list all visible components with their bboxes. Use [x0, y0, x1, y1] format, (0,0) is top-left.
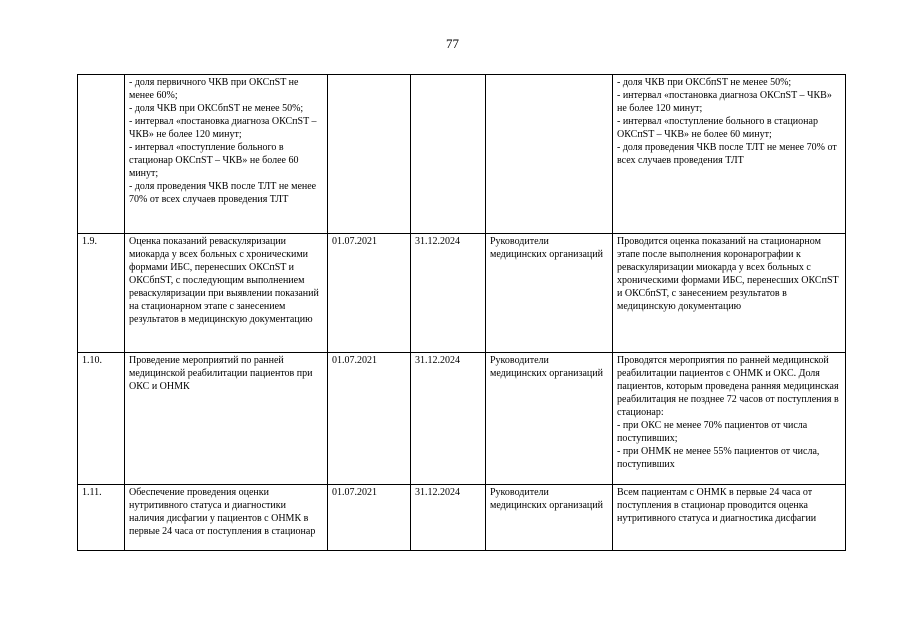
end-date-cell — [411, 75, 486, 234]
result-cell: Проводятся мероприятия по ранней медицинской реабилитации пациентов с ОНМК и ОКС. Доля пациентов, которым проведена ранняя медицинская реабилитация не позднее 72 часов от поступления в стационар: - при ОКС не менее 70% пациентов от числа поступивших; - при ОНМК не менее 55% пациентов от числа, поступивших — [613, 353, 846, 485]
end-date-cell: 31.12.2024 — [411, 234, 486, 353]
end-date-cell: 31.12.2024 — [411, 353, 486, 485]
measure-name-cell: - доля первичного ЧКВ при ОКСпST не менее 60%; - доля ЧКВ при ОКСбпST не менее 50%; - интервал «постановка диагноза ОКСпST – ЧКВ» не более 120 минут; - интервал «поступление больного в стационар ОКСпST – ЧКВ» не более 60 минут; - доля проведения ЧКВ после ТЛТ не менее 70% от всех случаев проведения ТЛТ — [125, 75, 328, 234]
row-number-cell: 1.9. — [78, 234, 125, 353]
start-date-cell — [328, 75, 411, 234]
start-date-cell: 01.07.2021 — [328, 234, 411, 353]
result-cell: Всем пациентам с ОНМК в первые 24 часа от поступления в стационар проводится оценка нутритивного статуса и диагностика дисфагии — [613, 485, 846, 551]
measure-name-cell: Оценка показаний реваскуляризации миокарда у всех больных с хроническими формами ИБС, перенесших ОКСпST и ОКСбпST, с последующим выполнением реваскуляризации при выявлении показаний на стационарном этапе с занесением результатов в медицинскую документацию — [125, 234, 328, 353]
start-date-cell: 01.07.2021 — [328, 353, 411, 485]
measure-name-cell: Проведение мероприятий по ранней медицинской реабилитации пациентов при ОКС и ОНМК — [125, 353, 328, 485]
row-number-cell — [78, 75, 125, 234]
end-date-cell: 31.12.2024 — [411, 485, 486, 551]
table-row — [78, 75, 846, 234]
result-cell: - доля ЧКВ при ОКСбпST не менее 50%; - интервал «постановка диагноза ОКСпST – ЧКВ» не более 120 минут; - интервал «поступление больного в стационар ОКСпST – ЧКВ» не более 60 минут; - доля проведения ЧКВ после ТЛТ не менее 70% от всех случаев проведения ТЛТ — [613, 75, 846, 234]
responsible-cell — [486, 75, 613, 234]
measures-table — [77, 74, 846, 551]
responsible-cell: Руководители медицинских организаций — [486, 485, 613, 551]
start-date-cell: 01.07.2021 — [328, 485, 411, 551]
row-number-cell: 1.10. — [78, 353, 125, 485]
responsible-cell: Руководители медицинских организаций — [486, 353, 613, 485]
responsible-cell: Руководители медицинских организаций — [486, 234, 613, 353]
row-number-cell: 1.11. — [78, 485, 125, 551]
measure-name-cell: Обеспечение проведения оценки нутритивного статуса и диагностики наличия дисфагии у пациентов с ОНМК в первые 24 часа от поступления в стационар — [125, 485, 328, 551]
table-row — [78, 353, 846, 485]
table-row — [78, 234, 846, 353]
result-cell: Проводится оценка показаний на стационарном этапе после выполнения коронарографии к реваскуляризации миокарда у всех больных с хроническими формами ИБС, перенесших ОКСпST и ОКСбпST, с занесением результатов в медицинскую документацию — [613, 234, 846, 353]
table-row — [78, 485, 846, 551]
page-number: 77 — [446, 36, 459, 51]
